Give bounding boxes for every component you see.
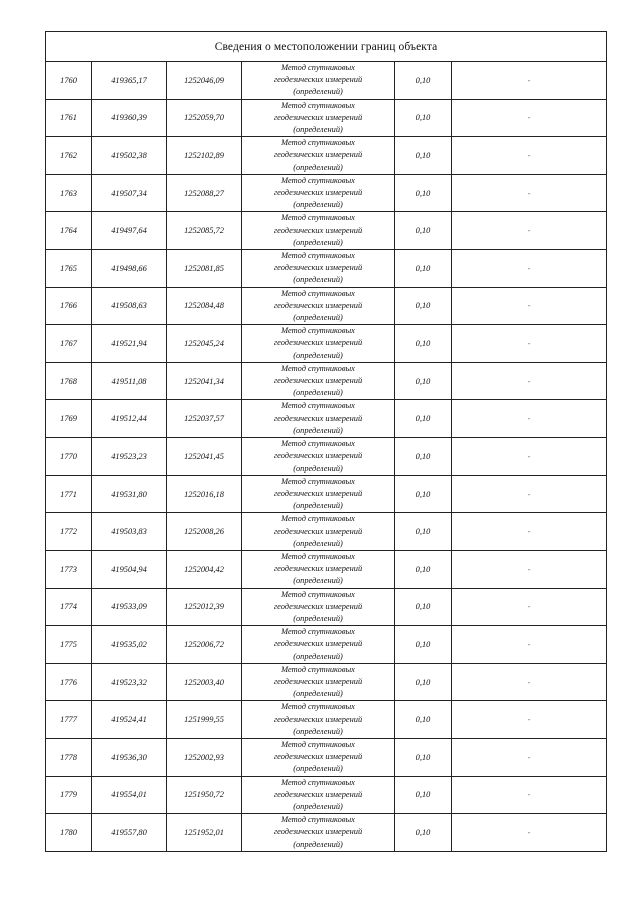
method-line-2: геодезических измерений	[273, 639, 363, 649]
table-title: Сведения о местоположении границ объекта	[46, 32, 607, 62]
accuracy-cell: 0,10	[395, 550, 452, 588]
x-coordinate-cell: 419536,30	[92, 738, 167, 776]
method-cell	[242, 212, 395, 250]
x-coordinate-cell: 419535,02	[92, 626, 167, 664]
table-row	[46, 663, 607, 701]
method-line-1: Метод спутниковых	[281, 288, 355, 298]
accuracy-cell: 0,10	[395, 287, 452, 325]
method-line-3: (определений)	[293, 613, 343, 623]
method-line-1: Метод спутниковых	[281, 589, 355, 599]
x-coordinate-cell: 419523,23	[92, 438, 167, 476]
accuracy-cell: 0,10	[395, 137, 452, 175]
description-cell: -	[452, 513, 607, 551]
table-row	[46, 738, 607, 776]
description-cell: -	[452, 588, 607, 626]
description-cell: -	[452, 62, 607, 100]
method-cell	[242, 626, 395, 664]
point-number-cell: 1769	[46, 400, 92, 438]
method-cell	[242, 99, 395, 137]
method-line-3: (определений)	[293, 313, 343, 323]
y-coordinate-cell: 1251952,01	[167, 814, 242, 852]
accuracy-cell: 0,10	[395, 475, 452, 513]
method-cell	[242, 62, 395, 100]
method-line-1: Метод спутниковых	[281, 326, 355, 336]
description-cell: -	[452, 663, 607, 701]
y-coordinate-cell: 1252002,93	[167, 738, 242, 776]
method-line-1: Метод спутниковых	[281, 627, 355, 637]
method-line-2: геодезических измерений	[273, 676, 363, 686]
accuracy-cell: 0,10	[395, 776, 452, 814]
method-cell	[242, 550, 395, 588]
method-cell	[242, 776, 395, 814]
table-row	[46, 438, 607, 476]
method-line-3: (определений)	[293, 726, 343, 736]
method-line-1: Метод спутниковых	[281, 175, 355, 185]
accuracy-cell: 0,10	[395, 701, 452, 739]
x-coordinate-cell: 419524,41	[92, 701, 167, 739]
table-row	[46, 325, 607, 363]
y-coordinate-cell: 1252006,72	[167, 626, 242, 664]
method-line-3: (определений)	[293, 576, 343, 586]
x-coordinate-cell: 419554,01	[92, 776, 167, 814]
method-line-2: геодезических измерений	[273, 601, 363, 611]
x-coordinate-cell: 419503,83	[92, 513, 167, 551]
point-number-cell: 1768	[46, 362, 92, 400]
table-row	[46, 62, 607, 100]
method-line-2: геодезических измерений	[273, 376, 363, 386]
point-number-cell: 1776	[46, 663, 92, 701]
method-line-1: Метод спутниковых	[281, 401, 355, 411]
method-line-3: (определений)	[293, 651, 343, 661]
x-coordinate-cell: 419531,80	[92, 475, 167, 513]
method-line-1: Метод спутниковых	[281, 777, 355, 787]
description-cell: -	[452, 137, 607, 175]
boundary-table	[45, 31, 607, 852]
method-line-1: Метод спутниковых	[281, 476, 355, 486]
description-cell: -	[452, 738, 607, 776]
method-line-2: геодезических измерений	[273, 188, 363, 198]
table-row	[46, 174, 607, 212]
point-number-cell: 1762	[46, 137, 92, 175]
x-coordinate-cell: 419365,17	[92, 62, 167, 100]
y-coordinate-cell: 1252037,57	[167, 400, 242, 438]
accuracy-cell: 0,10	[395, 325, 452, 363]
method-cell	[242, 362, 395, 400]
y-coordinate-cell: 1252008,26	[167, 513, 242, 551]
y-coordinate-cell: 1252041,34	[167, 362, 242, 400]
description-cell: -	[452, 362, 607, 400]
method-line-2: геодезических измерений	[273, 413, 363, 423]
table-row	[46, 475, 607, 513]
y-coordinate-cell: 1251950,72	[167, 776, 242, 814]
description-cell: -	[452, 400, 607, 438]
method-cell	[242, 400, 395, 438]
table-row	[46, 99, 607, 137]
method-line-1: Метод спутниковых	[281, 664, 355, 674]
x-coordinate-cell: 419508,63	[92, 287, 167, 325]
accuracy-cell: 0,10	[395, 814, 452, 852]
x-coordinate-cell: 419507,34	[92, 174, 167, 212]
table-row	[46, 212, 607, 250]
method-cell	[242, 174, 395, 212]
point-number-cell: 1760	[46, 62, 92, 100]
method-cell	[242, 250, 395, 288]
point-number-cell: 1761	[46, 99, 92, 137]
point-number-cell: 1774	[46, 588, 92, 626]
method-line-1: Метод спутниковых	[281, 439, 355, 449]
method-cell	[242, 701, 395, 739]
accuracy-cell: 0,10	[395, 738, 452, 776]
accuracy-cell: 0,10	[395, 250, 452, 288]
point-number-cell: 1765	[46, 250, 92, 288]
method-line-1: Метод спутниковых	[281, 514, 355, 524]
method-line-1: Метод спутниковых	[281, 739, 355, 749]
accuracy-cell: 0,10	[395, 62, 452, 100]
y-coordinate-cell: 1252081,85	[167, 250, 242, 288]
method-line-2: геодезических измерений	[273, 75, 363, 85]
description-cell: -	[452, 212, 607, 250]
table-row	[46, 250, 607, 288]
table-row	[46, 137, 607, 175]
point-number-cell: 1773	[46, 550, 92, 588]
method-line-3: (определений)	[293, 350, 343, 360]
method-cell	[242, 438, 395, 476]
description-cell: -	[452, 701, 607, 739]
method-line-3: (определений)	[293, 764, 343, 774]
method-line-2: геодезических измерений	[273, 451, 363, 461]
y-coordinate-cell: 1252084,48	[167, 287, 242, 325]
point-number-cell: 1778	[46, 738, 92, 776]
table-row	[46, 814, 607, 852]
y-coordinate-cell: 1252016,18	[167, 475, 242, 513]
method-line-3: (определений)	[293, 689, 343, 699]
y-coordinate-cell: 1252004,42	[167, 550, 242, 588]
method-line-1: Метод спутниковых	[281, 63, 355, 72]
method-cell	[242, 325, 395, 363]
method-line-3: (определений)	[293, 275, 343, 285]
method-line-2: геодезических измерений	[273, 564, 363, 574]
description-cell: -	[452, 287, 607, 325]
method-line-2: геодезических измерений	[273, 338, 363, 348]
point-number-cell: 1772	[46, 513, 92, 551]
accuracy-cell: 0,10	[395, 438, 452, 476]
point-number-cell: 1767	[46, 325, 92, 363]
y-coordinate-cell: 1252045,24	[167, 325, 242, 363]
method-line-3: (определений)	[293, 538, 343, 548]
method-line-1: Метод спутниковых	[281, 100, 355, 110]
method-line-1: Метод спутниковых	[281, 251, 355, 261]
accuracy-cell: 0,10	[395, 174, 452, 212]
description-cell: -	[452, 776, 607, 814]
point-number-cell: 1779	[46, 776, 92, 814]
description-cell: -	[452, 325, 607, 363]
y-coordinate-cell: 1252003,40	[167, 663, 242, 701]
method-line-1: Метод спутниковых	[281, 213, 355, 223]
point-number-cell: 1777	[46, 701, 92, 739]
boundary-table-sheet	[45, 31, 606, 852]
table-row	[46, 776, 607, 814]
description-cell: -	[452, 550, 607, 588]
accuracy-cell: 0,10	[395, 362, 452, 400]
table-row	[46, 588, 607, 626]
method-line-2: геодезических измерений	[273, 263, 363, 273]
table-row	[46, 626, 607, 664]
point-number-cell: 1775	[46, 626, 92, 664]
method-line-3: (определений)	[293, 801, 343, 811]
x-coordinate-cell: 419533,09	[92, 588, 167, 626]
method-line-3: (определений)	[293, 839, 343, 849]
method-line-2: геодезических измерений	[273, 225, 363, 235]
y-coordinate-cell: 1252012,39	[167, 588, 242, 626]
x-coordinate-cell: 419523,32	[92, 663, 167, 701]
description-cell: -	[452, 250, 607, 288]
x-coordinate-cell: 419512,44	[92, 400, 167, 438]
method-line-1: Метод спутниковых	[281, 363, 355, 373]
y-coordinate-cell: 1252088,27	[167, 174, 242, 212]
method-line-2: геодезических измерений	[273, 526, 363, 536]
description-cell: -	[452, 475, 607, 513]
method-line-3: (определений)	[293, 162, 343, 172]
method-cell	[242, 475, 395, 513]
method-line-3: (определений)	[293, 501, 343, 511]
x-coordinate-cell: 419521,94	[92, 325, 167, 363]
method-line-2: геодезических измерений	[273, 827, 363, 837]
method-line-3: (определений)	[293, 463, 343, 473]
x-coordinate-cell: 419497,64	[92, 212, 167, 250]
y-coordinate-cell: 1252059,70	[167, 99, 242, 137]
x-coordinate-cell: 419502,38	[92, 137, 167, 175]
x-coordinate-cell: 419511,08	[92, 362, 167, 400]
table-row	[46, 550, 607, 588]
description-cell: -	[452, 174, 607, 212]
method-cell	[242, 738, 395, 776]
method-line-3: (определений)	[293, 425, 343, 435]
method-line-2: геодезических измерений	[273, 714, 363, 724]
method-cell	[242, 814, 395, 852]
method-line-2: геодезических измерений	[273, 300, 363, 310]
point-number-cell: 1763	[46, 174, 92, 212]
description-cell: -	[452, 99, 607, 137]
method-line-1: Метод спутниковых	[281, 551, 355, 561]
method-line-1: Метод спутниковых	[281, 138, 355, 148]
accuracy-cell: 0,10	[395, 99, 452, 137]
x-coordinate-cell: 419360,39	[92, 99, 167, 137]
point-number-cell: 1771	[46, 475, 92, 513]
x-coordinate-cell: 419498,66	[92, 250, 167, 288]
method-cell	[242, 588, 395, 626]
point-number-cell: 1766	[46, 287, 92, 325]
table-row	[46, 513, 607, 551]
y-coordinate-cell: 1252102,89	[167, 137, 242, 175]
accuracy-cell: 0,10	[395, 400, 452, 438]
point-number-cell: 1764	[46, 212, 92, 250]
point-number-cell: 1780	[46, 814, 92, 852]
accuracy-cell: 0,10	[395, 626, 452, 664]
method-line-1: Метод спутниковых	[281, 702, 355, 712]
description-cell: -	[452, 814, 607, 852]
table-row	[46, 362, 607, 400]
accuracy-cell: 0,10	[395, 663, 452, 701]
accuracy-cell: 0,10	[395, 588, 452, 626]
method-cell	[242, 663, 395, 701]
method-line-3: (определений)	[293, 237, 343, 247]
x-coordinate-cell: 419557,80	[92, 814, 167, 852]
method-line-2: геодезических измерений	[273, 789, 363, 799]
point-number-cell: 1770	[46, 438, 92, 476]
accuracy-cell: 0,10	[395, 513, 452, 551]
description-cell: -	[452, 438, 607, 476]
accuracy-cell: 0,10	[395, 212, 452, 250]
y-coordinate-cell: 1252046,09	[167, 62, 242, 100]
method-line-2: геодезических измерений	[273, 112, 363, 122]
method-line-3: (определений)	[293, 200, 343, 210]
method-line-3: (определений)	[293, 125, 343, 135]
method-line-3: (определений)	[293, 388, 343, 398]
y-coordinate-cell: 1252041,45	[167, 438, 242, 476]
method-line-2: геодезических измерений	[273, 150, 363, 160]
table-row	[46, 701, 607, 739]
y-coordinate-cell: 1252085,72	[167, 212, 242, 250]
method-line-3: (определений)	[293, 87, 343, 97]
x-coordinate-cell: 419504,94	[92, 550, 167, 588]
description-cell: -	[452, 626, 607, 664]
table-row	[46, 287, 607, 325]
method-cell	[242, 287, 395, 325]
method-cell	[242, 137, 395, 175]
method-cell	[242, 513, 395, 551]
table-row	[46, 400, 607, 438]
method-line-2: геодезических измерений	[273, 488, 363, 498]
method-line-1: Метод спутниковых	[281, 815, 355, 825]
method-line-2: геодезических измерений	[273, 752, 363, 762]
y-coordinate-cell: 1251999,55	[167, 701, 242, 739]
